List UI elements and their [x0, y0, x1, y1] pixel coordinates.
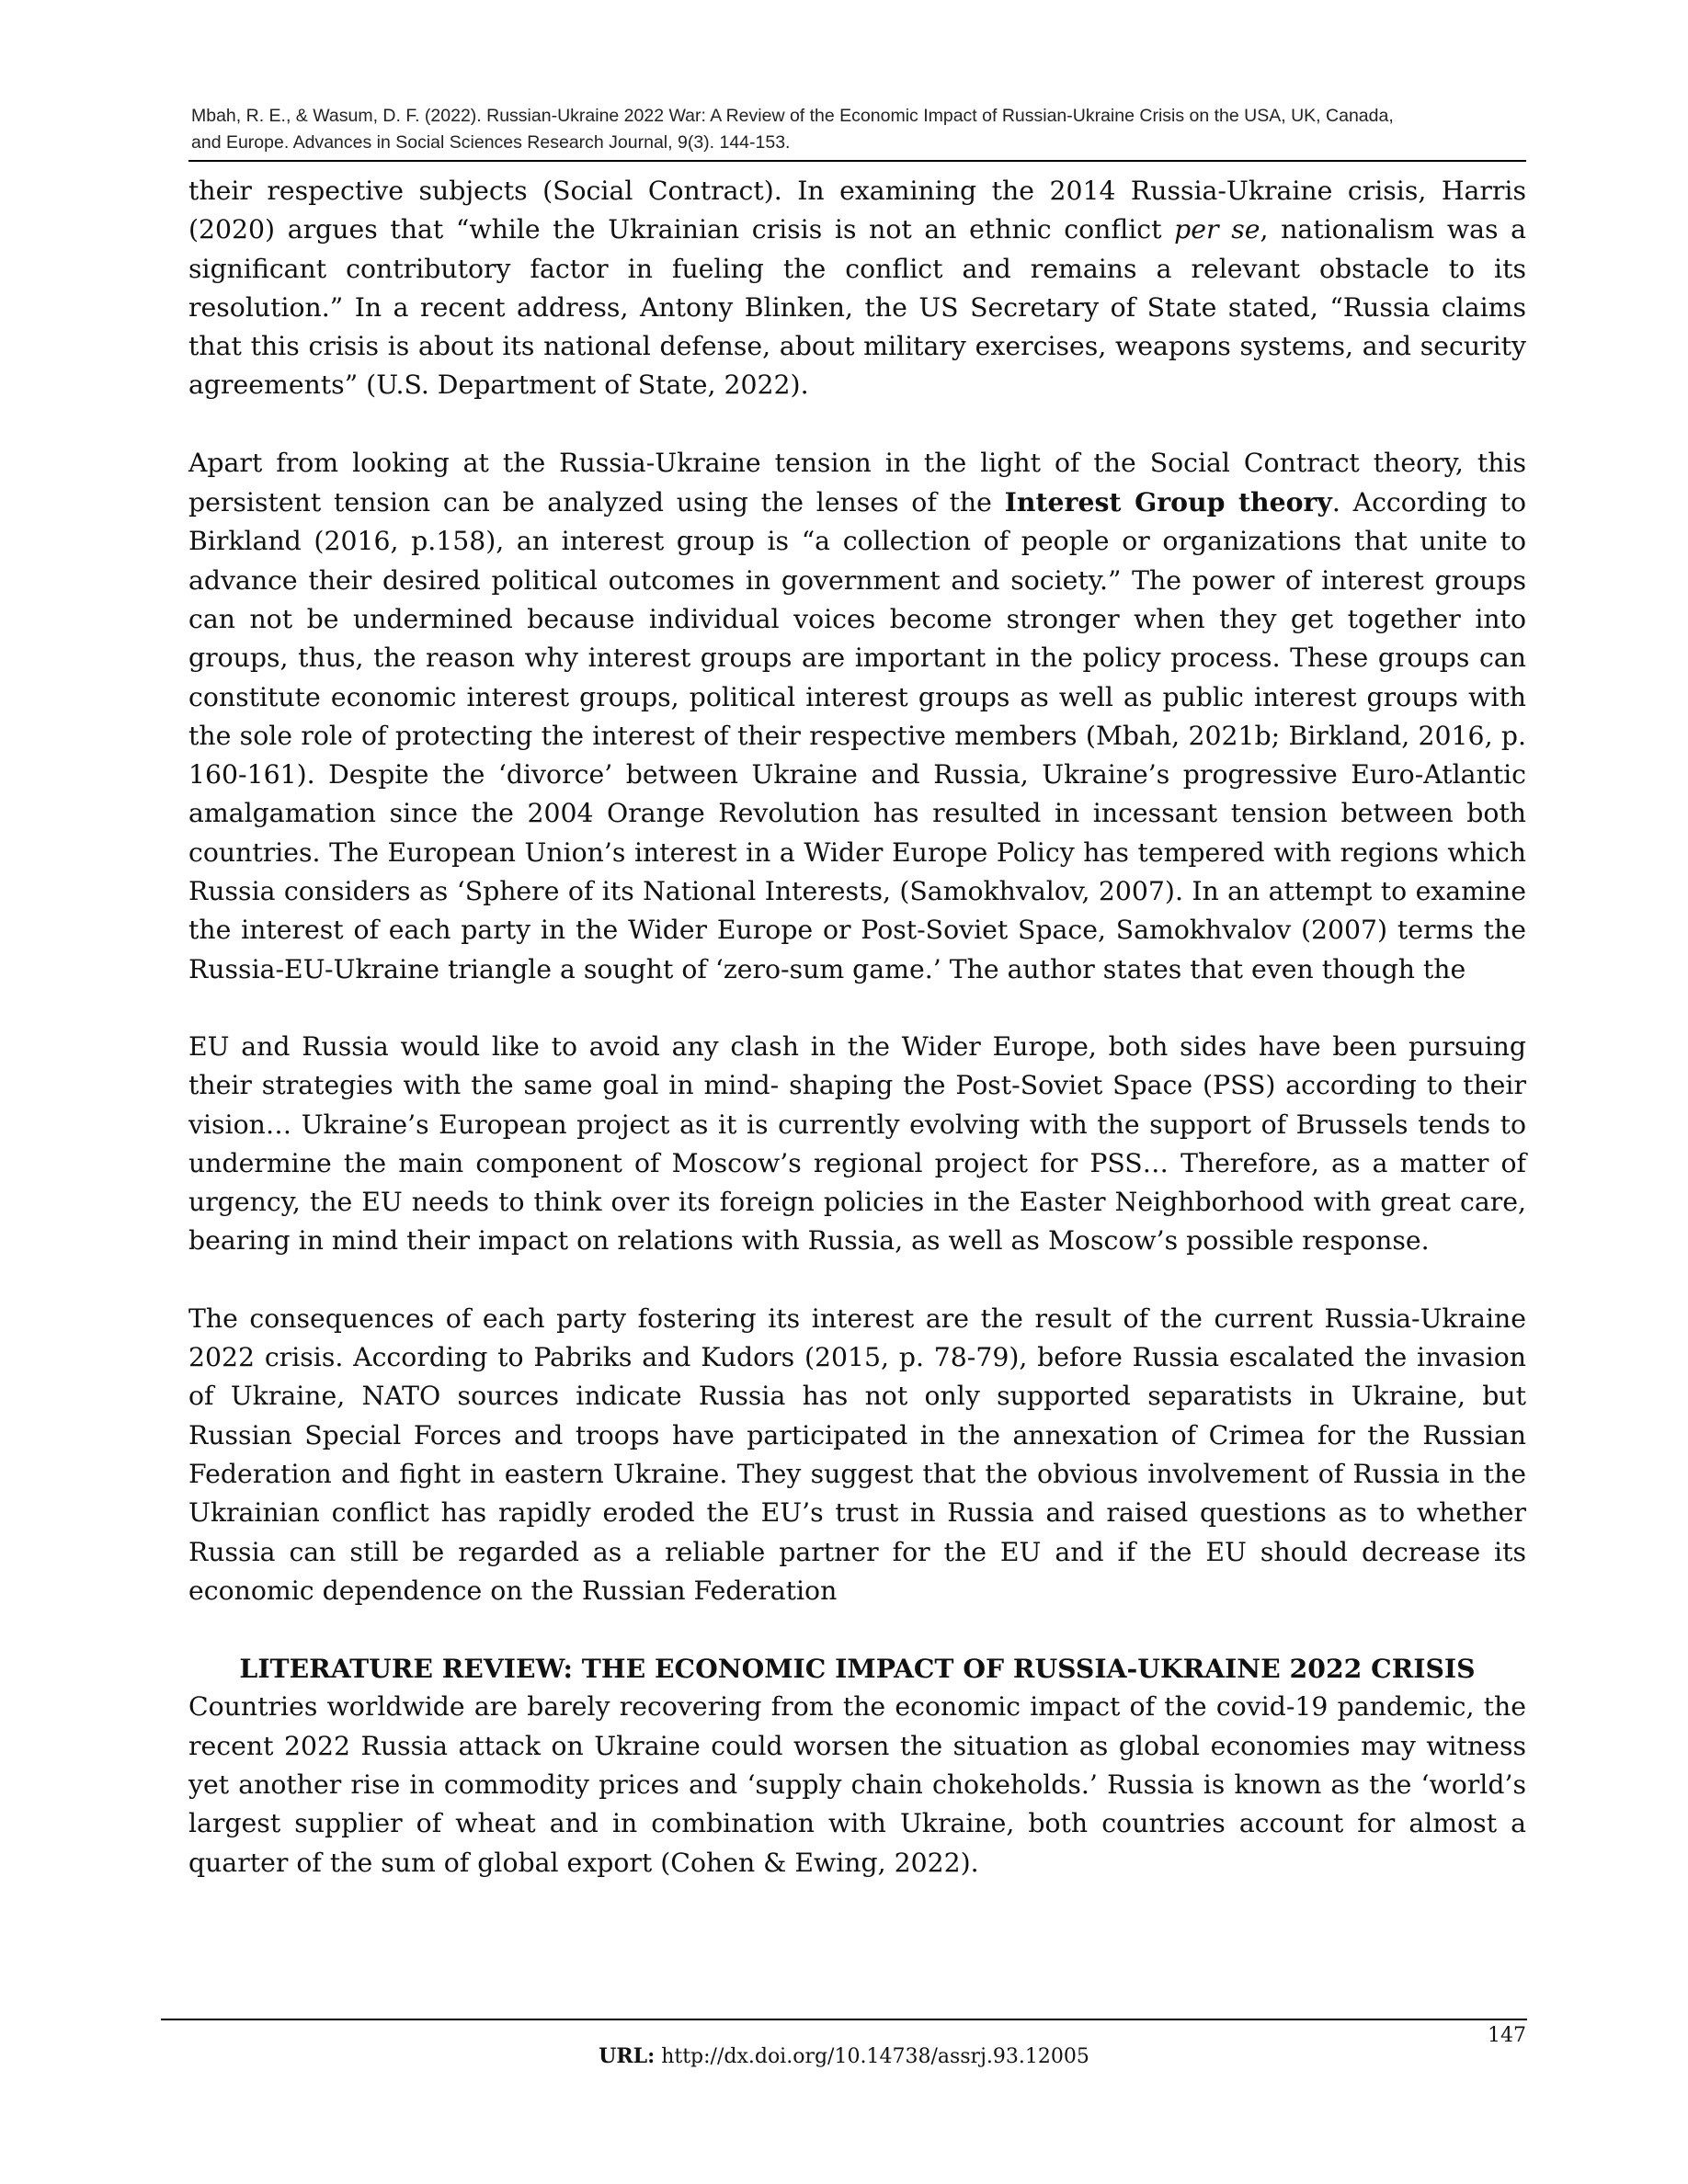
paragraph-literature-review: Countries worldwide are barely recovering from the economic impact of the covid-19 pandemic, the recent 2022 Russia attack on Ukraine could worsen the situation as global economies may witness yet another rise in commodity prices and ‘supply chain chokeholds.’ Russia is known as the ‘world’s largest supplier of wheat and in combination with Ukraine, both countries account for almost a quarter of the sum of global export (Cohen & Ewing, 2022).	[188, 1691, 1526, 1878]
paragraph-text: Apart from looking at the Russia-Ukraine tension in the light of the Social Contract theory, this persistent tension can be analyzed using the lenses of the	[188, 447, 1526, 518]
url-label: URL:	[599, 2044, 656, 2068]
paragraph-interest-group	[188, 444, 1526, 989]
page-number: 147	[1488, 2024, 1526, 2047]
italic-term: per se	[1174, 214, 1260, 245]
paragraph-block-quote: EU and Russia would like to avoid any clash in the Wider Europe, both sides have been pursuing their strategies with the same goal in mind- shaping the Post-Soviet Space (PSS) according to their vision… Ukraine’s European project as it is currently evolving with the support of Brussels tends to undermine the main component of Moscow’s regional project for PSS… Therefore, as a matter of urgency, the EU needs to think over its foreign policies in the Easter Neighborhood with great care, bearing in mind their impact on relations with Russia, as well as Moscow’s possible response.	[188, 1030, 1526, 1257]
footer-divider	[161, 2019, 1527, 2020]
citation-line-1: Mbah, R. E., & Wasum, D. F. (2022). Russian-Ukraine 2022 War: A Review of the Economic Impact of Russian-Ukraine Crisis on the USA, UK, Canada,	[191, 106, 1394, 126]
paragraph-text: , nationalism was a significant contributory factor in fueling the conflict and remains a relevant obstacle to its resolution.” In a recent address, Antony Blinken, the US Secretary of State stated, “Russia claims that this crisis is about its national defense, about military exercises, weapons systems, and security agreements” (U.S. Department of State, 2022).	[188, 214, 1526, 401]
doi-link[interactable]: http://dx.doi.org/10.14738/assrj.93.12005	[661, 2045, 1089, 2068]
paragraph-social-contract	[188, 172, 1526, 405]
running-header-citation	[191, 103, 1524, 156]
bold-term: Interest Group theory	[1004, 486, 1332, 518]
paragraph-text: . According to Birkland (2016, p.158), an interest group is “a collection of people or organizations that unite to advance their desired political outcomes in government and society.” The power of interest groups can not be undermined because individual voices become stronger when they get together into groups, thus, the reason why interest groups are important in the policy process. These groups can constitute economic interest groups, political interest groups as well as public interest groups with the sole role of protecting the interest of their respective members (Mbah, 2021b; Birkland, 2016, p. 160-161). Despite the ‘divorce’ between Ukraine and Russia, Ukraine’s progressive Euro-Atlantic amalgamation since the 2004 Orange Revolution has resulted in incessant tension between both countries. The European Union’s interest in a Wider Europe Policy has tempered with regions which Russia considers as ‘Sphere of its National Interests, (Samokhvalov, 2007). In an attempt to examine the interest of each party in the Wider Europe or Post-Soviet Space, Samokhvalov (2007) terms the Russia-EU-Ukraine triangle a sought of ‘zero-sum game.’ The author states that even though the	[188, 487, 1526, 984]
paragraph-text: their respective subjects (Social Contract). In examining the 2014 Russia-Ukraine crisis, Harris (2020) argues that “while the Ukrainian crisis is not an ethnic conflict	[188, 176, 1526, 245]
footer-url-line	[0, 2042, 1688, 2071]
citation-line-2: and Europe. Advances in Social Sciences Research Journal, 9(3). 144-153.	[191, 132, 791, 153]
paragraph-consequences: The consequences of each party fostering its interest are the result of the current Russia-Ukraine 2022 crisis. According to Pabriks and Kudors (2015, p. 78-79), before Russia escalated the invasion of Ukraine, NATO sources indicate Russia has not only supported separatists in Ukraine, but Russian Special Forces and troops have participated in the annexation of Crimea for the Russian Federation and fight in eastern Ukraine. They suggest that the obvious involvement of Russia in the Ukrainian conflict has rapidly eroded the EU’s trust in Russia and raised questions as to whether Russia can still be regarded as a reliable partner for the EU and if the EU should decrease its economic dependence on the Russian Federation	[188, 1302, 1526, 1606]
section-heading: LITERATURE REVIEW: THE ECONOMIC IMPACT OF RUSSIA-UKRAINE 2022 CRISIS	[239, 1653, 1476, 1685]
header-divider	[188, 160, 1526, 162]
article-body	[188, 172, 1526, 1883]
